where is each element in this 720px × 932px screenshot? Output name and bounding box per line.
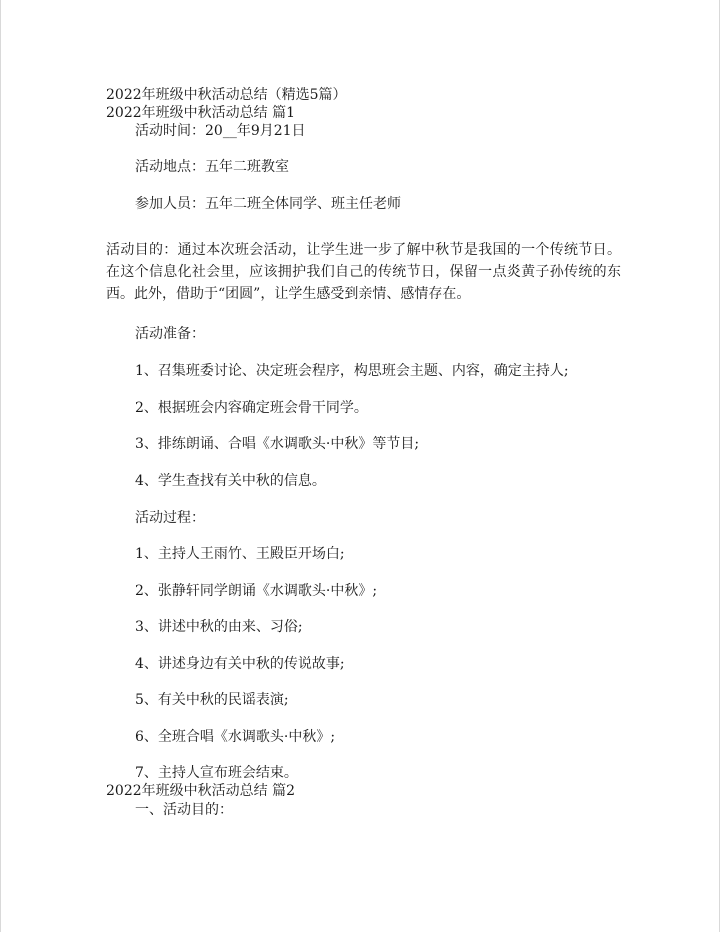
process-heading: 活动过程： [135, 510, 205, 526]
document-title: 2022年班级中秋活动总结（精选5篇） [106, 87, 347, 103]
list-item: 1、召集班委讨论、决定班会程序，构思班会主题、内容，确定主持人; [135, 363, 569, 379]
activity-participants: 参加人员：五年二班全体同学、班主任老师 [135, 196, 401, 212]
activity-purpose-paragraph: 活动目的：通过本次班会活动，让学生进一步了解中秋节是我国的一个传统节日。在这个信息化社会里，应该拥护我们自己的传统节日，保留一点炎黄子孙传统的东西。此外，借助于“团圆”，让学生感受到亲情、感情存在。 [106, 242, 621, 302]
list-item: 4、学生查找有关中秋的信息。 [135, 473, 326, 489]
list-item: 5、有关中秋的民谣表演; [135, 692, 289, 708]
list-item: 6、全班合唱《水调歌头·中秋》; [135, 729, 336, 745]
list-item: 2、张静轩同学朗诵《水调歌头·中秋》; [135, 583, 378, 599]
list-item: 1、主持人王雨竹、王殿臣开场白; [135, 546, 345, 562]
list-item: 3、排练朗诵、合唱《水调歌头·中秋》等节目; [135, 436, 420, 452]
section-title-1: 2022年班级中秋活动总结 篇1 [106, 105, 295, 121]
list-item: 4、讲述身边有关中秋的传说故事; [135, 656, 345, 672]
list-item: 3、讲述中秋的由来、习俗; [135, 619, 303, 635]
activity-time: 活动时间：20__年9月21日 [135, 123, 306, 139]
activity-place: 活动地点：五年二班教室 [135, 159, 289, 175]
preparation-heading: 活动准备： [135, 326, 205, 342]
section2-subheading: 一、活动目的： [135, 802, 233, 818]
list-item: 2、根据班会内容确定班会骨干同学。 [135, 400, 368, 416]
section-title-2: 2022年班级中秋活动总结 篇2 [106, 783, 295, 799]
list-item: 7、主持人宣布班会结束。 [135, 765, 298, 781]
